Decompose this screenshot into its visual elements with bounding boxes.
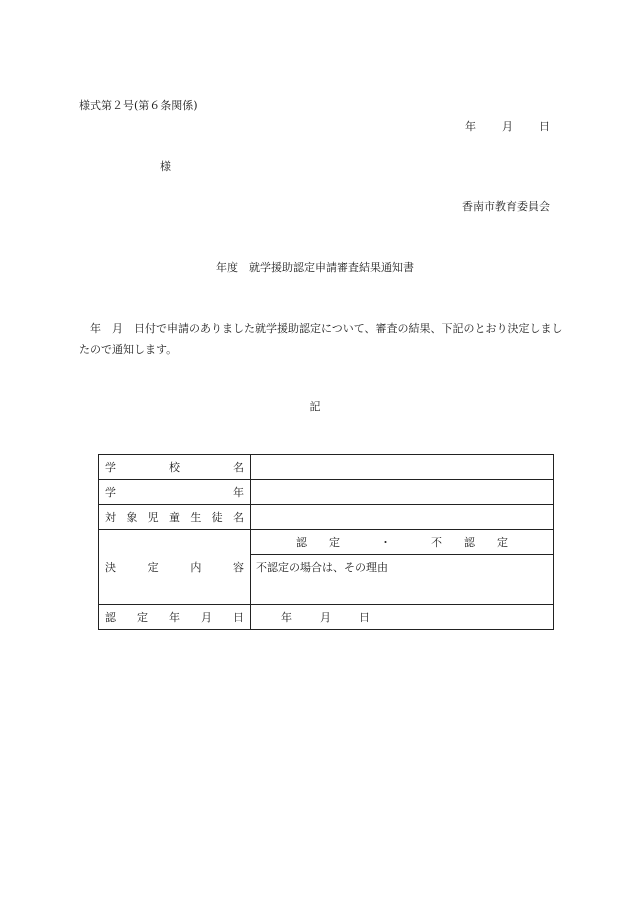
grade-label: 学 年 (99, 480, 251, 505)
table-row-grade (99, 480, 554, 505)
table-row-decision (99, 530, 554, 555)
decision-options[interactable]: 認 定 ・ 不 認 定 (251, 530, 554, 555)
date-day: 日 (539, 120, 550, 133)
result-table (98, 454, 554, 630)
grade-value[interactable] (251, 480, 554, 505)
issue-date (465, 118, 550, 134)
addressee-suffix: 様 (160, 160, 171, 173)
table-row-decision-date (99, 605, 554, 630)
document-title: 年度 就学援助認定申請審査結果通知書 (216, 261, 414, 274)
form-number: 様式第２号(第６条関係) (79, 99, 198, 112)
school-name-label: 学 校 名 (99, 455, 251, 480)
sender: 香南市教育委員会 (462, 200, 550, 213)
table-row-student (99, 505, 554, 530)
decision-date-value[interactable]: 年 月 日 (251, 605, 554, 630)
table-row-school (99, 455, 554, 480)
rejection-reason-label: 不認定の場合は、その理由 (256, 561, 388, 574)
school-name-value[interactable] (251, 455, 554, 480)
decision-date-label: 認 定 年 月 日 (99, 605, 251, 630)
rejection-reason[interactable] (251, 555, 554, 605)
student-name-label: 対 象 児 童 生 徒 名 (99, 505, 251, 530)
student-name-value[interactable] (251, 505, 554, 530)
ki-heading: 記 (309, 400, 321, 413)
body-text: 年 月 日付で申請のありました就学援助認定について、審査の結果、下記のとおり決定しましたので通知します。 (79, 322, 563, 356)
date-year: 年 (465, 120, 476, 133)
date-month: 月 (502, 120, 513, 133)
decision-label: 決 定 内 容 (99, 530, 251, 605)
